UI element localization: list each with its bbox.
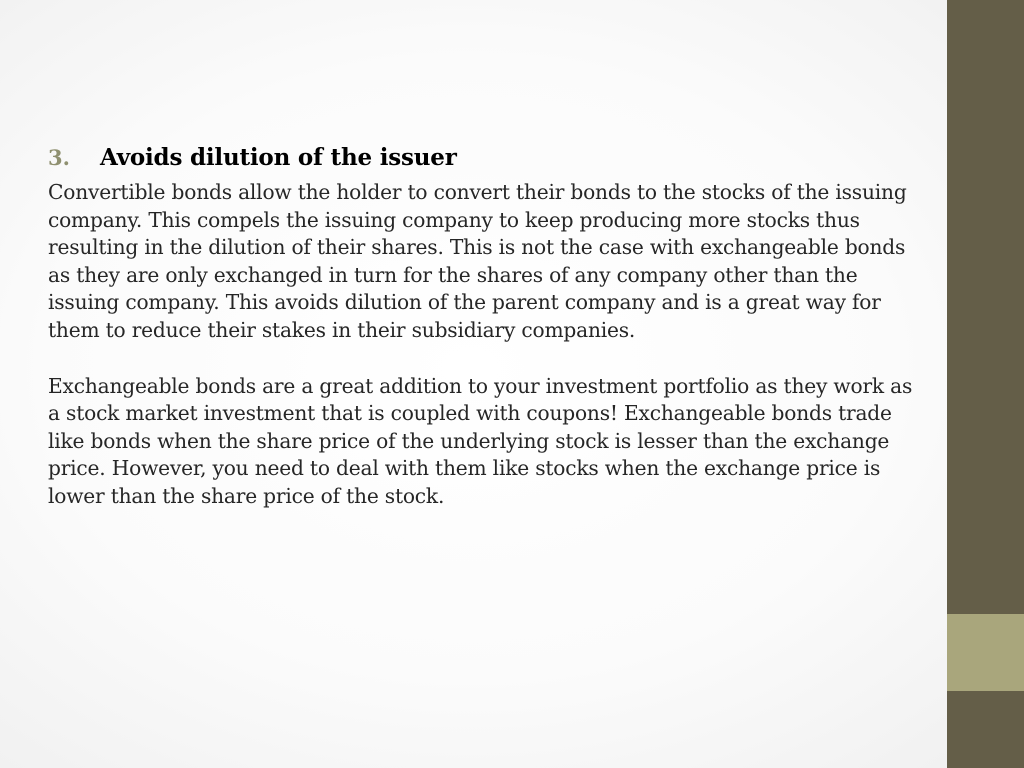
slide-heading bbox=[48, 141, 920, 175]
body-paragraph: Convertible bonds allow the holder to convert their bonds to the stocks of the issuing company. This compels the issuing company to keep producing more stocks thus resulting in the dilution of their shares. This is not the case with exchangeable bonds as they are only exchanged in turn for the shares of any company other than the issuing company. This avoids dilution of the parent company and is a great way for them to reduce their stakes in their subsidiary companies. bbox=[48, 180, 907, 342]
heading-number: 3. bbox=[48, 145, 70, 170]
sidebar-accent-block bbox=[947, 614, 1024, 691]
decorative-sidebar bbox=[947, 0, 1024, 768]
heading-title: Avoids dilution of the issuer bbox=[100, 144, 457, 171]
slide-content bbox=[48, 141, 920, 511]
body-paragraph: Exchangeable bonds are a great addition to your investment portfolio as they work as a stock market investment that is coupled with coupons! Exchangeable bonds trade like bonds when the share price of the underlying stock is lesser than the exchange price. However, you need to deal with them like stocks when the exchange price is lower than the share price of the stock. bbox=[48, 373, 913, 508]
